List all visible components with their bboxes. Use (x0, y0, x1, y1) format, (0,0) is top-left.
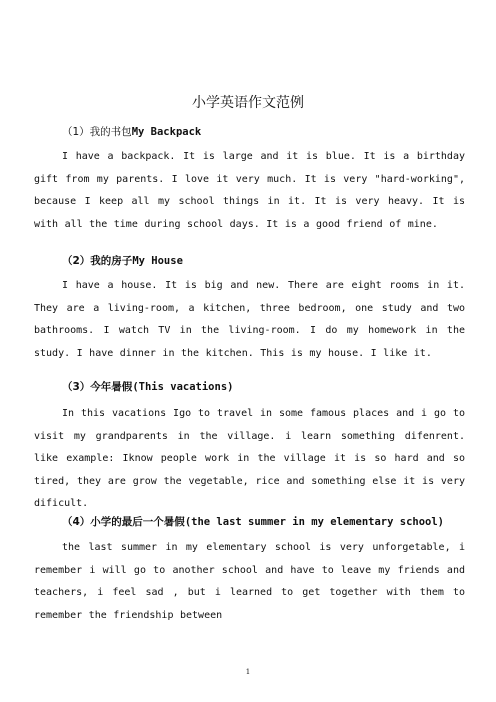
section-4-heading (62, 515, 444, 529)
section-1-heading-cn: （1）我的书包 (62, 126, 132, 138)
section-4-heading-cn: （4）小学的最后一个暑假 (62, 516, 185, 528)
section-1-heading (62, 125, 201, 139)
document-title: 小学英语作文范例 (192, 95, 304, 111)
section-2-heading-en: My House (132, 255, 183, 267)
section-4-body: the last summer in my elementary school is very unforgetable, i remember i will go to another school and have to leave my friends and teachers, i feel sad , but i learned to get together with them to remember the friendship between (34, 542, 465, 621)
section-1-body: I have a backpack. It is large and it is blue. It is a birthday gift from my parents. I love it very much. It is very "hard-working", because I keep all my school things in it. It is very heavy. It is with all the time during school days. It is a good friend of mine. (34, 151, 465, 230)
section-2-heading-cn: （2）我的房子 (62, 255, 133, 267)
section-1-heading-en: My Backpack (131, 126, 202, 138)
section-3-heading (62, 380, 233, 394)
section-4-heading-en: (the last summer in my elementary school) (184, 516, 444, 528)
section-3-body: In this vacations Igo to travel in some famous places and i go to visit my grandparents in the village. i learn something difenrent. like example: Iknow people work in the village it is so hard and so tired, they are grow the vegetable, rice and something else it is very dificult. (34, 408, 465, 509)
section-3-heading-cn: （3）今年暑假 (62, 381, 133, 393)
section-2-body: I have a house. It is big and new. There are eight rooms in it. They are a living-room, a kitchen, three bedroom, one study and two bathrooms. I watch TV in the living-room. I do my homework in the study. I have dinner in the kitchen. This is my house. I like it. (34, 280, 465, 359)
page-number: 1 (245, 668, 251, 676)
section-2-heading (62, 254, 183, 268)
section-3-heading-en: (This vacations) (132, 381, 234, 393)
